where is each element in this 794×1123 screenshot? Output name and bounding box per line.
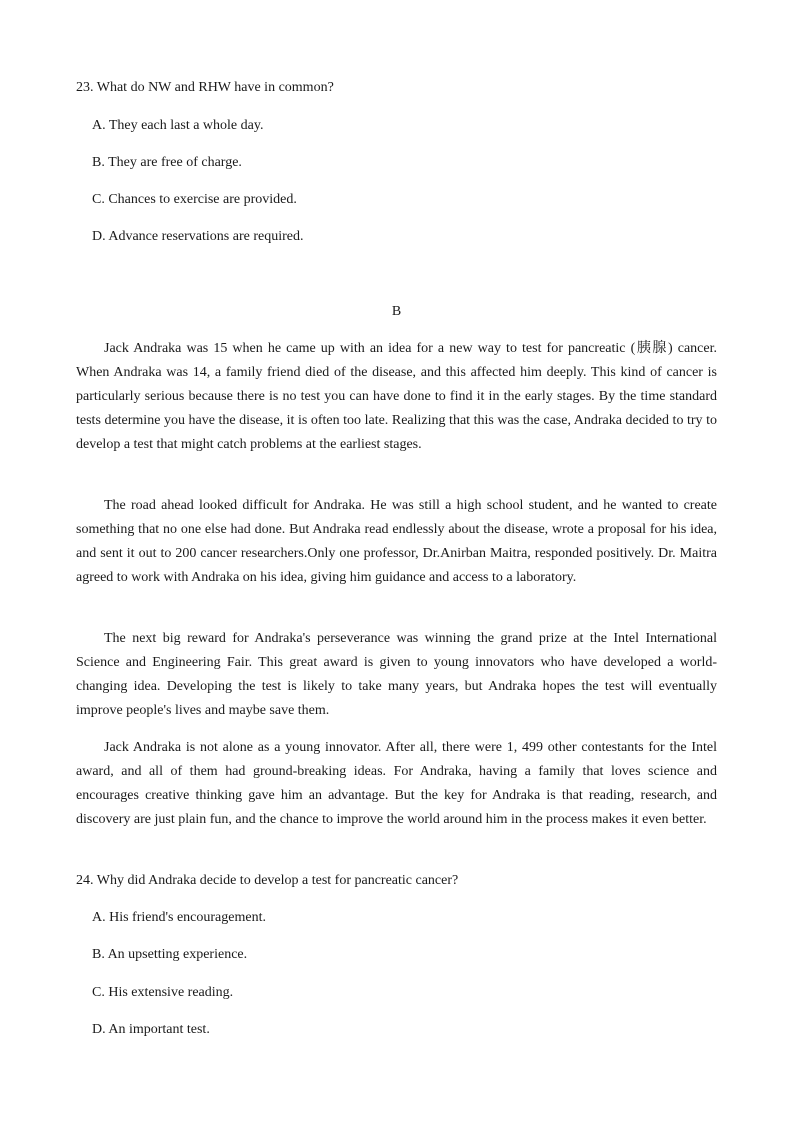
passage-paragraph-4: Jack Andraka is not alone as a young innovator. After all, there were 1, 499 other contestants for the Intel award, and all of them had ground-breaking ideas. For Andraka, having a family that loves science and encourages creative thinking gave him an advantage. But the key for Andraka is that reading, research, and discovery are just plain fun, and the chance to improve the world around him in the process makes it even better. [76, 740, 717, 827]
q23-option-a: A. They each last a whole day. [92, 118, 264, 133]
q24-option-b: B. An upsetting experience. [92, 947, 248, 962]
passage-paragraph-3: The next big reward for Andraka's perseverance was winning the grand prize at the Intel International Science and Engineering Fair. This great award is given to young innovators who have developed a world-changing idea. Developing the test is likely to take many years, but Andraka hopes the test will eventually improve people's lives and maybe save them. [76, 631, 717, 718]
question-23: 23. What do NW and RHW have in common? [76, 80, 334, 95]
q23-option-d: D. Advance reservations are required. [92, 229, 304, 244]
passage-paragraph-1: Jack Andraka was 15 when he came up with an idea for a new way to test for pancreatic (胰腺) cancer. When Andraka was 14, a family friend died of the disease, and this affected him deeply. This kind of cancer is particularly serious because there is no test you can have done to find it in the early stages. By the time standard tests determine you have the disease, it is often too late. Realizing that this was the case, Andraka decided to try to develop a test that might catch problems at the earliest stages. [76, 341, 717, 452]
q24-option-d: D. An important test. [92, 1022, 210, 1037]
question-24: 24. Why did Andraka decide to develop a test for pancreatic cancer? [76, 873, 459, 888]
passage-paragraph-2: The road ahead looked difficult for Andraka. He was still a high school student, and he wanted to create something that no one else had done. But Andraka read endlessly about the disease, wrote a proposal for his idea, and sent it out to 200 cancer researchers.Only one professor, Dr.Anirban Maitra, responded positively. Dr. Maitra agreed to work with Andraka on his idea, giving him guidance and access to a laboratory. [76, 498, 717, 585]
q23-option-b: B. They are free of charge. [92, 155, 242, 170]
passage-label: B [391, 304, 402, 319]
q24-option-a: A. His friend's encouragement. [92, 910, 266, 925]
q24-option-c: C. His extensive reading. [92, 985, 234, 1000]
q23-option-c: C. Chances to exercise are provided. [92, 192, 297, 207]
